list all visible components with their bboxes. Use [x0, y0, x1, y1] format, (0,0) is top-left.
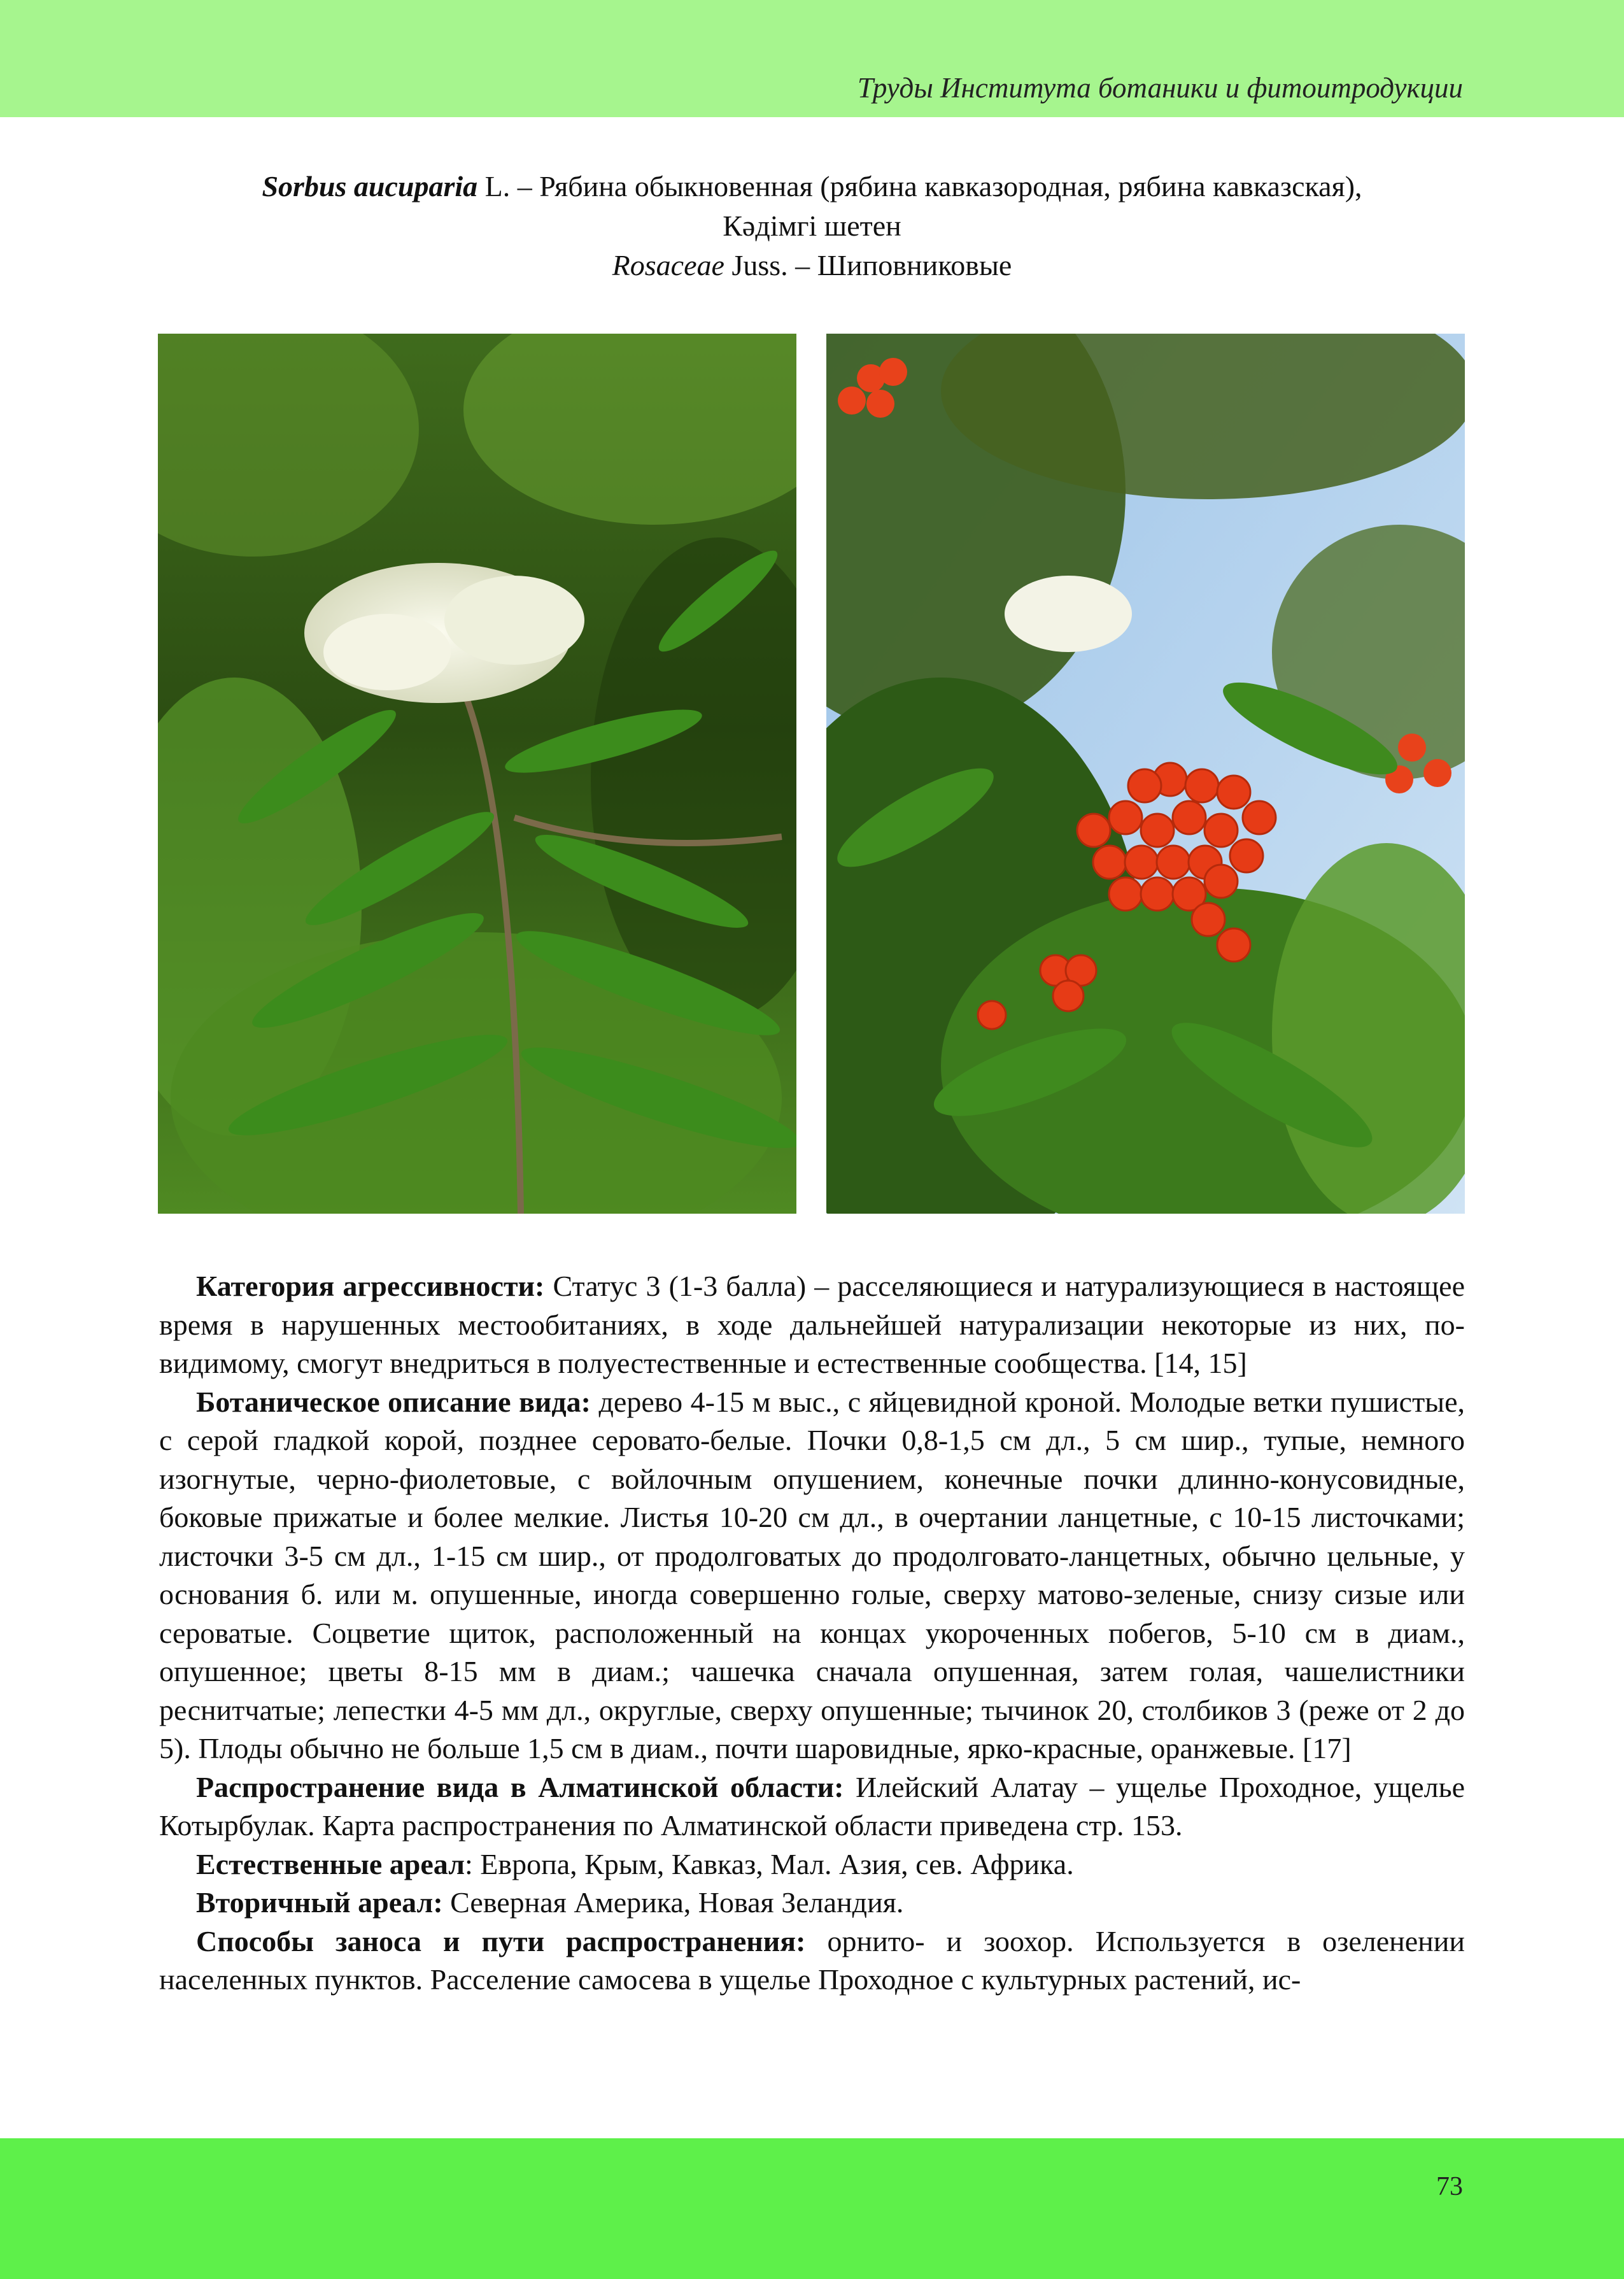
section-text: : Европа, Крым, Кавказ, Мал. Азия, сев. Африка. [465, 1847, 1074, 1880]
body-text [159, 1267, 1465, 1999]
species-name-line [159, 167, 1465, 206]
species-author: L. [484, 170, 511, 202]
section-distribution [159, 1768, 1465, 1845]
section-secondary-range [159, 1884, 1465, 1922]
section-label: Способы заноса и пути распространения: [196, 1924, 806, 1957]
section-text: дерево 4-15 м выс., с яйцевидной кроной. Молодые ветки пушистые, с серой гладкой корой, позднее серовато-белые. Почки 0,8-1,5 см дл., 5 см шир., тупые, немного изогнутые, черно-фиолетовые, с войлочным опушением, конечные почки длинно-конусовидные, боковые прижатые и более мелкие. Листья 10-20 см дл., в очертании ланцетные, с 10-15 листочками; листочки 3-5 см дл., 1-15 см шир., от продолговатых до продолговато-ланцетных, обычно цельные, у основания б. или м. опушенные, иногда совершенно голые, сверху матово-зеленые, снизу сизые или сероватые. Соцветие щиток, расположенный на концах укороченных побегов, 5-10 см в диам., опушенное; цветы 8-15 мм в диам.; чашечка сначала опушенная, затем голая, чашелистники реснитчатые; лепестки 4-5 мм дл., округлые, сверху опушенные; тычинок 20, столбиков 3 (реже от 2 до 5). Плоды обычно не больше 1,5 см в диам., почти шаровидные, ярко-красные, оранжевые. [17] [159, 1385, 1465, 1764]
bottom-band [0, 2138, 1624, 2279]
section-label: Распространение вида в Алматинской области: [196, 1770, 844, 1803]
photo-fruiting-rowan [826, 334, 1465, 1214]
section-label: Категория агрессивности: [196, 1270, 545, 1302]
family-latin-name: Rosaceae [612, 249, 724, 281]
section-label: Ботаническое описание вида: [196, 1385, 591, 1418]
journal-title: Труды Института ботаники и фитоитродукции [857, 72, 1463, 104]
page-number: 73 [1436, 2172, 1463, 2201]
section-text: Северная Америка, Новая Зеландия. [442, 1886, 904, 1919]
section-label: Вторичный ареал: [196, 1886, 443, 1919]
section-text: орнито- и зоохор. Используется в озеленении населенных пунктов. Расселение самосева в ущелье Проходное с культурных растений, ис- [159, 1924, 1465, 1996]
species-header [159, 167, 1465, 285]
species-kazakh-name: Кәдімгі шетен [723, 209, 901, 242]
section-text: Илейский Алатау – ущелье Проходное, ущелье Котырбулак. Карта распространения по Алматинской области приведена стр. 153. [159, 1770, 1465, 1842]
section-introduction-pathways [159, 1922, 1465, 1999]
section-text: Статус 3 (1-3 балла) – расселяющиеся и натурализующиеся в настоящее время в нарушенных местообитаниях, в ходе дальнейшей натурализации некоторые из них, по-видимому, смогут внедриться в полуестественные и естественные сообщества. [14, 15] [159, 1270, 1465, 1379]
family-line [159, 246, 1465, 285]
species-russian-name: – Рябина обыкновенная (рябина кавказородная, рябина кавказская), [510, 170, 1362, 202]
section-natural-range [159, 1845, 1465, 1884]
photo-flowering-rowan [158, 334, 796, 1214]
section-aggressiveness [159, 1267, 1465, 1383]
family-author: Juss. [731, 249, 788, 281]
species-latin-name: Sorbus aucuparia [262, 170, 478, 202]
section-botanical-description [159, 1383, 1465, 1768]
section-label: Естественные ареал [196, 1847, 465, 1880]
family-russian-name: – Шиповниковые [787, 249, 1012, 281]
